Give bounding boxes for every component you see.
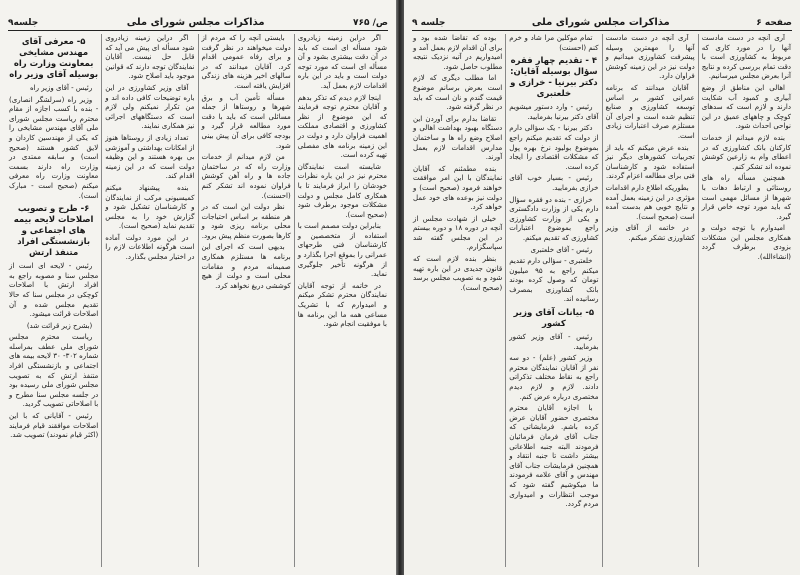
paragraph: نظر دولت این است که در هر منطقه بر اساس احتیاجات محلی برنامه ریزی شود و کارها بصورت منظم پیش برود. (201, 203, 291, 240)
session-label: جلسه ۹ (412, 18, 446, 28)
paragraph: رئیس - آقایانی که با این اصلاحات موافقند قیام فرمایند (اکثر قیام نمودند) تصویب شد. (9, 412, 99, 440)
paragraph: بنظر بنده لازم است که قانون جدیدی در این باره تهیه شود و به تصویب مجلس برسد (صحیح است). (413, 255, 503, 292)
publication-title: مذاکرات مجلس شورای ملی (531, 17, 670, 28)
paragraph: بطوریکه اطلاع دارم اقدامات مؤثری در این زمینه بعمل آمده و نتایج خوبی هم بدست آمده است (صحیح است). (605, 183, 695, 221)
section-heading: ۶- طرح و تصویب اصلاحات لایحه بیمه های اجتماعی و بازنشستگی افراد متنفذ ارتش (13, 204, 94, 259)
text-column (101, 34, 197, 567)
paragraph: آری آنچه در دست مادست آنها را در مورد کاری که مربوط به کشاورزی است با دقت تمام بررسی کرده و نتایج آنرا بعرض مجلس میرسانیم. (701, 34, 791, 81)
paragraph: اما مطلب دیگری که لازم است بعرض برسانم موضوع قیمت گندم و نان است که باید در نظر گرفته شود. (413, 74, 503, 112)
paragraph: بنده لازم میدانم از خدمات کارکنان بانک کشاورزی که در اعطای وام به زارعین کوشش نموده اند تشکر کنم. (701, 133, 791, 171)
paragraph: رئیس - آقای وزیر راه (29, 84, 93, 92)
paragraph: در این مورد دولت آماده است هرگونه اطلاعات لازم را در اختیار مجلس بگذارد. (105, 233, 195, 262)
paragraph: تمام موکلین مرا شاد و خرم کنم (احسنت) (509, 34, 599, 52)
paragraph: تقاضا بدارم برای آوردن این دستگاه بهبود بهداشت اهالی و اصلاح وضع راه ها و ساختمان مدارس اقدامات لازم بعمل آورند. (413, 114, 503, 162)
paragraph: وزیر کشور (علم) - دو سه نفر از آقایان نمایندگان محترم راجع به نقاط مختلف تذکراتی دادند. لازم و لازم دیدم مختصری درباره عرض کنم. (509, 354, 599, 401)
paragraph: بنده مطمئنم که آقایان نمایندگان با این امر موافقت خواهند فرمود (صحیح است) و دولت نیز بوعده های خود عمل خواهد کرد. (413, 164, 503, 212)
section-heading: ۵- معرفی آقای مهندس مشایخی بمعاونت وزارت راه بوسیله آقای وزیر راه (9, 37, 99, 80)
text-column (6, 34, 101, 567)
paragraph: رئیس - لایحه ای است از مجلس سنا و مصوبه راجع به افراد ارتش با اصلاحات کوچکی در مجلس سنا که حالا تقدیم مجلس شده و آن اصلاحات قرائت میشود. (9, 262, 99, 319)
paragraph: اینجا لازم دیدم که تذکر بدهم و آقایان محترم توجه فرمایند که این موضوع از نظر کشاورزی و اقتصادی مملکت اهمیت فراوان دارد و دولت در این زمینه برنامه های مفصلی تهیه کرده است. (297, 93, 387, 160)
paragraph: با اجازه آقایان محترم مختصری حضور آقایان عرض کرده باشم. فرمایشاتی که جناب آقای فرمان فرمائیان فرمودند البته جنبه اطلاعاتی بیشتر داشت تا جنبه انتقاد و همچنین فرمایشات جناب آقای مهندس و آقای علامه فرمودند ما میکوشیم گفته شود که موجب انتظارات و امیدواری مردم گردد. (509, 404, 599, 509)
paragraph: شایسته است نمایندگان محترم نیز در این باره نظرات خودشان را ابراز فرمایند تا با همکاری کامل مجلس و دولت مشکلات موجود برطرف شود (صحیح است). (297, 162, 387, 219)
paragraph: خرازی - بنده دو فقره سؤال دارم یکی از وزارت دادگستری و یکی از وزارت کشاورزی راجع بموضوع اعتبارات کشاورزی که تقدیم میکنم. (509, 195, 599, 242)
paragraph: رئیس - بسیار خوب آقای خرازی بفرمایید. (509, 174, 599, 192)
paragraph: آقای وزیر کشاورزی در این باره توضیحات کافی داده اند و من تکرار نمیکنم ولی لازم است که دستگاههای اجرائی نیز همکاری نمایند. (105, 83, 195, 131)
paragraph: تعداد زیادی از روستاها هنوز از امکانات بهداشتی و آموزشی بی بهره هستند و این وظیفه دولت است که در این زمینه اقدام کند. (105, 133, 195, 181)
paragraph: رئیس - وارد دستور میشویم آقای دکتر بیرنیا بفرمایید. (509, 103, 599, 121)
paragraph: آری آنچه در دست مادست آنها را مهمترین وسیله پیشرفت کشاورزی میدانیم و دولت نیز در این زمینه کوشش فراوان دارد. (605, 34, 695, 81)
session-label: جلسه۹ (8, 18, 39, 28)
text-column (410, 34, 505, 567)
paragraph: اگر دراین زمینه زیادروی شود مسأله ای است که باید در آن دقت بیشتری بشود و آن مسأله ای است که مورد توجه دولت است و باید در این باره اقدامات لازم بعمل آید. (297, 34, 387, 90)
paragraph: دکتر بیرنیا - یک سؤالی دارم از دولت که تقدیم میکنم راجع بموضوع بولیود نرخ بهره پول که مشکلات اقتصادی را ایجاد کرده است. (509, 124, 599, 171)
paragraph: بنابراین دولت مصمم است با استفاده از متخصصین و کارشناسان فنی طرحهای عمرانی را بموقع اجرا بگذارد و از هرگونه تأخیر جلوگیری نماید. (297, 222, 387, 279)
page-gutter (396, 0, 404, 575)
paragraph: همچنین مسأله راه های روستائی و ارتباط دهات با شهرها از مسائل مهمی است که باید مورد توجه خاص قرار گیرد. (701, 174, 791, 221)
left-page (0, 0, 396, 575)
page-number: ص/ ۷۶۵ (352, 18, 388, 28)
paragraph: بنده عرض میکنم که باید از تجربیات کشورهای دیگر نیز استفاده شود و کارشناسان فنی برای مطالعه اعزام گردند. (605, 143, 695, 181)
text-column (698, 34, 794, 567)
paragraph: آقایان میدانند که برنامه عمرانی کشور بر اساس توسعه کشاورزی و صنایع تنظیم شده است و اجرای آن مستلزم صرف اعتبارات زیادی است. (605, 83, 695, 140)
paragraph: من لازم میدانم از خدمات وزارت راه که در ساختمان جاده ها و راه آهن کوشش فراوان نموده اند تشکر کنم (احسنت). (201, 153, 291, 200)
paragraph: اهالی این مناطق از وضع آبیاری و کمبود آب شکایت دارند و لازم است که سدهای کوچک و چاههای عمیق در این نواحی احداث شود. (701, 83, 791, 131)
paragraph: رئیس - آقای وزیر کشور بفرمایید. (509, 333, 599, 351)
paragraph: رئیس - آقای خلعتبری (530, 245, 593, 254)
text-column (602, 34, 698, 567)
paragraph: مسأله تأمین آب و برق شهرها و روستاها از جمله مسائلی است که باید با دقت مورد مطالعه قرار گیرد و بودجه کافی برای آن پیش بینی شود. (201, 93, 291, 150)
paragraph: اگر دراین زمینه زیادروی شود مسأله ای پیش می آید که قابل حل نیست. آقایان نمایندگان توجه دارند که قوانین موجود باید اصلاح شود. (105, 34, 195, 81)
text-column (505, 34, 601, 567)
paragraph: بنده پیشنهاد میکنم کمیسیونی مرکب از نمایندگان و کارشناسان تشکیل شود و گزارش خود را به مجلس تقدیم نماید (صحیح است). (105, 183, 195, 231)
left-page-header (8, 10, 388, 31)
right-page-header (412, 10, 792, 31)
paragraph: امیدوارم با توجه دولت و همکاری مجلس این مشکلات بزودی برطرف گردد (انشاءالله). (701, 224, 791, 262)
section-heading: ۵- بیانات آقای وزیر کشور (513, 308, 595, 330)
paragraph: در خاتمه از آقای وزیر کشاورزی تشکر میکنم. (605, 224, 695, 242)
text-column (198, 34, 294, 567)
paragraph: وزیر راه (سرلشگر انصاری) - بنده با کسب اجازه از مقام محترم ریاست مجلس شورای ملی آقای مهندس مشایخی را که یکی از مهندسین کاردان و لایق کشور هستند (صحیح است) و سابقه ممتدی در وزارت راه دارند بسمت معاونت وزارت راه معرفی میکنم (صحیح است - مبارک است). (9, 95, 99, 200)
paragraph: بدیهی است که اجرای این برنامه ها مستلزم همکاری صمیمانه مردم و مقامات محلی است و دولت از هیچ کوششی دریغ نخواهد کرد. (201, 243, 291, 290)
paragraph: ریاست محترم مجلس شورای ملی عطف بمراسله شماره ۳۰۲- ۳۰ لایحه بیمه های اجتماعی و بازنشستگی افراد متنفذ ارتش که به تصویب مجلس شورای ملی رسیده بود در جلسه مجلس سنا مطرح و با اصلاحاتی تصویب گردید. (9, 333, 99, 409)
paragraph: خیلی از شهادت مجلس از آنچه در دوره ۱۸ و دوره بیستم در این مجلس گفته شد سپاسگزارم. (413, 214, 503, 252)
paragraph: بایستی آنچه را که مردم از دولت میخواهند در نظر گرفت و برای رفاه عمومی اقدام کرد. آقایان میدانند که در سالهای اخیر هزینه های زندگی افزایش یافته است. (201, 34, 291, 90)
page-number: صفحه ۶ (756, 18, 792, 28)
right-page (404, 0, 800, 575)
right-page-columns (410, 34, 794, 567)
paragraph: خلعتبری - سؤالی دارم تقدیم میکنم راجع به ۹۵ میلیون تومان که وصول کرده بودند بانک کشاورزی بمصرف رسانیده اند. (509, 257, 599, 304)
section-heading: ۴ - تقدیم چهار فقره سؤال بوسیله آقایان: دکتر بیرنیا - خرازی و خلعتبری (510, 56, 598, 100)
left-page-columns (6, 34, 390, 567)
paragraph: (بشرح زیر قرائت شد) (26, 321, 93, 330)
paragraph: بوده که تقاضا شده بود و برای آن اقدام لازم بعمل آمد و امیدواریم در آتیه نزدیک نتیجه مطلوب حاصل شود. (413, 34, 503, 71)
text-column (294, 34, 390, 567)
paragraph: در خاتمه از توجه آقایان نمایندگان محترم تشکر میکنم و امیدوارم که با تشریک مساعی همه ما این برنامه ها با موفقیت انجام شود. (297, 281, 387, 329)
publication-title: مذاکرات مجلس شورای ملی (126, 17, 265, 28)
